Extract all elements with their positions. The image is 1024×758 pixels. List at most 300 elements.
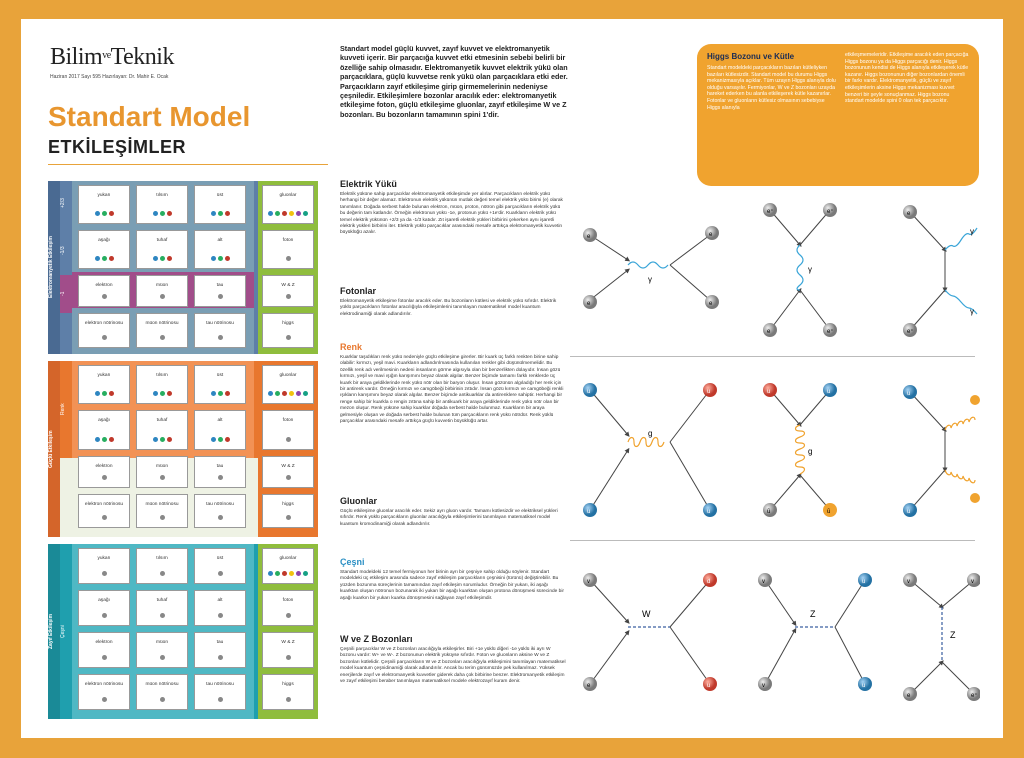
color-charge-dot — [102, 294, 107, 299]
color-charge-dot — [102, 655, 107, 660]
particle-label: v — [587, 579, 590, 585]
color-charge-dot — [109, 437, 114, 442]
color-charge-dot — [102, 475, 107, 480]
boson-name: W & Z — [281, 464, 295, 469]
particle-cell — [136, 632, 188, 668]
particle-name: elektron — [95, 640, 113, 645]
particle-cell — [78, 365, 130, 404]
fermion-line — [670, 265, 710, 300]
color-charge-dot — [218, 697, 223, 702]
charge-dots — [137, 655, 187, 662]
color-charge-dot — [153, 256, 158, 261]
color-charge-dot — [153, 437, 158, 442]
color-charge-dot — [268, 211, 273, 216]
particle-cell — [136, 548, 188, 584]
section-text: Elektrik yüküne sahip parçacıklar elektromanyetik etkileşimde yer alırlar. Parçacıkların elektrik yükü herhangi bir değer alamaz. Elektronun elektrik yükünün mutlak değeri temel elektrik yükü birimi (e) olarak tanımlanır. Doğada serbest halde bulunan elektron, müon, proton, nötron gibi parçacıkların elektrik yükü bu değerin tam katlarıdır. Örneğin elektronun yükü -1e, protonun yükü +1e'dir. Kuarkların elektrik yükü temel elektrik yükünün +2/3 ya da -1/3 katıdır. Zıt işaretli elektrik yükleri birbirini çekerken aynı işaretli elektrik yükleri birbirini iter. Elektrik yüklü parçacıklar arasındaki mesafe arttıkça elektromanyetik kuvvetin büyüklüğü azalır. — [340, 192, 563, 236]
charge-dots — [137, 294, 187, 301]
charge-dots — [195, 697, 245, 704]
color-charge-dot — [296, 391, 301, 396]
color-charge-dot — [160, 256, 165, 261]
color-charge-dot — [211, 391, 216, 396]
charge-dots — [137, 613, 187, 620]
band-label: Güçlü Etkileşim — [48, 361, 60, 537]
charge-dots — [79, 391, 129, 398]
particle-cell — [194, 494, 246, 528]
charge-dots — [79, 613, 129, 620]
particle-label: v — [762, 579, 765, 585]
color-charge-dot — [296, 211, 301, 216]
particle-label: u — [907, 509, 911, 515]
higgs-title: Higgs Bozonu ve Kütle — [707, 52, 795, 61]
color-charge-dot — [167, 391, 172, 396]
particle-name: tılsım — [156, 193, 168, 198]
particle-cell — [194, 674, 246, 710]
particle-name: alt — [217, 598, 223, 603]
gluon-line — [628, 438, 664, 447]
particle-cell — [78, 456, 130, 488]
charge-dots — [79, 211, 129, 218]
particle-name: alt — [217, 418, 223, 423]
color-charge-dot — [275, 211, 280, 216]
color-charge-dot — [225, 256, 230, 261]
color-charge-dot — [282, 571, 287, 576]
magazine-logo: Bilim$^{ve}$Teknik — [50, 44, 174, 70]
particle-cell — [78, 410, 130, 450]
particle-label: u — [907, 391, 911, 397]
particle-name: alt — [217, 238, 223, 243]
title-rule — [48, 164, 328, 165]
charge-dots — [137, 256, 187, 263]
particle-name: tuhaf — [156, 418, 168, 423]
color-charge-dot — [102, 391, 107, 396]
particle-name: tuhaf — [156, 598, 168, 603]
particle-name: yukarı — [97, 373, 111, 378]
boson-cell — [262, 548, 314, 584]
color-charge-dot — [286, 475, 291, 480]
particle-label: e — [709, 232, 713, 238]
z-label: Z — [950, 630, 956, 640]
color-charge-dot — [289, 211, 294, 216]
particle-name: tau — [216, 640, 224, 645]
particle-cell — [136, 456, 188, 488]
issue-info: Haziran 2017 Sayı 595 Hazırlayan: Dr. Mahir E. Ocak — [50, 74, 169, 80]
particle-cell — [194, 365, 246, 404]
section-text: Çeşnili parçacıklar W ve Z bozonları aracılığıyla etkileşirler. Biri +1e yüklü diğeri -1e yüklü iki ayrı W bozonu vardır: W+ ve W-. Z bozonunun elektrik yüküyse sıfırdır. Foton ve gluonların aksine W ve Z bozonları kütlelidir. Çeşnili parçacıkların W ve Z bozonları aracılığıyla etkileşimini tanımlayan matematiksel model kuantum çeşnidinamiği olarak adlandırılır. Ancak bu terim günümüzde pek kullanılmaz. Yüksek enerjilerde zayıf ve elektromanyetik kuvvetler giderek daha çok birbirine benzer. Elektromanyetik etkileşim ve zayıf etkileşimi beraber tanımlayan matematiksel modele elektrozayıf kuram denir. — [340, 647, 566, 685]
particle-cell — [78, 674, 130, 710]
particle-cell — [136, 590, 188, 626]
color-charge-dot — [289, 391, 294, 396]
section-text: Kuarklar taşıdıkları renk yükü nedeniyle güçlü etkileşime girerler. Bir kuark üç farklı renkten birine sahip olabilir: kırmızı, yeşil mavi. Kuarkların adlandırılmasında kullanılan renkler gibi düşünülmemelidir. Bu özellik renk adı verilmesinin nedeni insanların görme algısıyla olan bir benzerlikten dolayıdır. İnsan gözü kırmızı, yeşil ve mavi ışığın karışımını beyaz olarak algılar. Benzer biçimde tamamı farklı renklerde üç kuark bir araya geldiklerinde renk yükü nötr olan bir baryon oluşur. İnsan gözünün algıladığı her renk için bir antirenk vardır. Örneğin kırmızı ve camgöbeği birbirinin zıttıdır. İnsan gözü kırmızı ve camgöbeği renkli ışıkların karışımını beyaz olarak algılar. Benzer biçimde antikuarklar da antirenklere sahiptir. Herhangi bir renge sahip bir kuarkla o rengin zıttına sahip bir antikuark bir araya geldiklerinde renk yükü nötr olan bir mezon oluşur. Renk yüküne sahip kuarklar doğada serbest halde bulunmaz. Kuarkların bir araya gelmesiyle oluşan ve doğada serbest halde bulunan tüm parçacıkların renk yükü nötrdür. Renk yüklü parçacıklar arasındaki mesafe arttıkça güçlü kuvvetin büyüklüğü artar. — [340, 355, 564, 425]
charge-dots — [195, 335, 245, 342]
color-charge-dot — [303, 211, 308, 216]
color-charge-dot — [225, 211, 230, 216]
photon-label: γ — [970, 227, 974, 236]
boson-name: gluonlar — [279, 193, 297, 198]
particle-label: e — [587, 301, 591, 307]
gluon-label: g — [808, 447, 813, 456]
charge-dots — [195, 391, 245, 398]
particle-name: aşağı — [98, 418, 110, 423]
section-title: Fotonlar — [340, 286, 376, 296]
particle-cell — [194, 275, 246, 307]
color-charge-dot — [282, 391, 287, 396]
charge-dots — [137, 211, 187, 218]
particle-label: u — [767, 389, 771, 395]
color-charge-dot — [225, 437, 230, 442]
color-charge-dot — [286, 515, 291, 520]
color-charge-dot — [160, 613, 165, 618]
boson-name: foton — [282, 418, 294, 423]
particle-cell — [136, 674, 188, 710]
section-text: Elektromanyetik etkileşime fotonlar aracılık eder. Bu bozonların kütlesi ve elektrik yükü sıfırdır. Elektrik yüklü parçacıkların fotonlar aracılığıyla etkileşimlerini tanımlayan matematiksel model kuantum elektrodinamiği olarak adlandırılır. — [340, 299, 557, 317]
charge-dots — [79, 294, 129, 301]
photon-label: γ — [808, 265, 812, 274]
particle-name: tau — [216, 283, 224, 288]
charge-dots — [137, 475, 187, 482]
boson-dots — [263, 697, 313, 704]
color-charge-dot — [167, 211, 172, 216]
color-charge-dot — [218, 515, 223, 520]
boson-dots — [263, 211, 313, 218]
color-charge-dot — [218, 211, 223, 216]
color-charge-dot — [160, 335, 165, 340]
charge-dots — [195, 211, 245, 218]
boson-cell — [262, 410, 314, 450]
charge-dots — [79, 697, 129, 704]
particle-label: e — [709, 301, 713, 307]
charge-dots — [137, 571, 187, 578]
boson-name: higgs — [282, 502, 294, 507]
particle-cell — [194, 230, 246, 269]
charge-label: -1/3 — [60, 228, 72, 273]
color-charge-dot — [160, 391, 165, 396]
band-label: Zayıf Etkileşim — [48, 544, 60, 719]
particle-cell — [194, 410, 246, 450]
particle-name: yukarı — [97, 556, 111, 561]
color-charge-dot — [160, 515, 165, 520]
color-charge-dot — [282, 211, 287, 216]
color-charge-dot — [218, 335, 223, 340]
particle-name: aşağı — [98, 598, 110, 603]
color-charge-dot — [286, 256, 291, 261]
boson-dots — [263, 515, 313, 522]
particle-label: u — [827, 389, 831, 395]
boson-dots — [263, 613, 313, 620]
color-charge-dot — [218, 475, 223, 480]
particle-label: e⁺ — [827, 329, 834, 335]
color-charge-dot — [286, 613, 291, 618]
flavor-label: Çeşni — [60, 544, 72, 719]
particle-name: müon nötrinosu — [145, 502, 179, 507]
boson-cell — [262, 456, 314, 488]
color-charge-dot — [160, 697, 165, 702]
charge-dots — [137, 335, 187, 342]
color-charge-dot — [286, 294, 291, 299]
boson-cell — [262, 632, 314, 668]
particle-name: müon — [156, 283, 168, 288]
particle-cell — [194, 632, 246, 668]
section-fotonlar — [340, 286, 566, 318]
particle-cell — [78, 185, 130, 224]
particle-name: tau nötrinosu — [206, 682, 234, 687]
w-label: W — [642, 609, 651, 619]
particle-label: e⁺ — [971, 693, 978, 699]
boson-dots — [263, 294, 313, 301]
charge-dots — [137, 697, 187, 704]
color-charge-dot — [218, 437, 223, 442]
boson-dots — [263, 475, 313, 482]
boson-name: gluonlar — [279, 556, 297, 561]
color-charge-dot — [296, 571, 301, 576]
particle-label: e⁺ — [827, 209, 834, 215]
fermion-line — [670, 235, 710, 265]
particle-cell — [136, 185, 188, 224]
color-charge-dot — [218, 391, 223, 396]
color-charge-dot — [102, 437, 107, 442]
color-charge-dot — [102, 515, 107, 520]
boson-name: W & Z — [281, 283, 295, 288]
particle-label: v — [971, 579, 974, 585]
section-text: Güçlü etkileşime gluonlar aracılık eder. Sekiz ayrı gluon vardır. Tamamı kütlesizdir ve elektriksel yükleri sıfırdır. Renk yüklü parçacıkların gluonlar aracılığıyla etkileşimlerini tanımlayan matematiksel model kuantum kromodinamiği olarak adlandırılır. — [340, 509, 558, 527]
color-charge-dot — [218, 256, 223, 261]
boson-cell — [262, 590, 314, 626]
color-charge-dot — [109, 256, 114, 261]
boson-cell — [262, 185, 314, 224]
color-charge-dot — [95, 391, 100, 396]
charge-dots — [79, 515, 129, 522]
particle-cell — [78, 230, 130, 269]
boson-cell — [262, 275, 314, 307]
section-renk — [340, 342, 566, 425]
section-elektrik-yuku — [340, 179, 566, 237]
color-charge-dot — [102, 335, 107, 340]
particle-label: u — [707, 509, 711, 515]
em-diagrams — [570, 190, 980, 350]
particle-label: e — [767, 329, 771, 335]
charge-dots — [137, 437, 187, 444]
particle-name: üst — [216, 556, 224, 561]
boson-dots — [263, 256, 313, 263]
weak-diagrams — [570, 562, 980, 712]
section-w-z-bozonlari — [340, 634, 566, 685]
boson-cell — [262, 494, 314, 528]
boson-dots — [263, 437, 313, 444]
color-label: Renk — [60, 361, 72, 458]
particle-label: ū — [827, 509, 831, 515]
particle-name: tılsım — [156, 556, 168, 561]
particle-cell — [136, 410, 188, 450]
particle-label: u — [707, 389, 711, 395]
particle-name: müon — [156, 640, 168, 645]
particle-cell — [194, 548, 246, 584]
color-charge-dot — [102, 613, 107, 618]
charge-dots — [79, 655, 129, 662]
diagram-separator — [570, 356, 975, 357]
particle-cell — [78, 632, 130, 668]
particle-name: elektron nötrinosu — [84, 682, 124, 687]
color-charge-dot — [286, 437, 291, 442]
page-title: Standart Model — [48, 101, 251, 132]
particle-cell — [136, 230, 188, 269]
particle-cell — [136, 313, 188, 348]
particle-name: müon nötrinosu — [145, 321, 179, 326]
particle-name: elektron — [95, 283, 113, 288]
particle-cell — [78, 590, 130, 626]
charge-dots — [195, 571, 245, 578]
boson-cell — [262, 365, 314, 404]
charge-dots — [195, 655, 245, 662]
page-subtitle: ETKİLEŞİMLER — [48, 137, 187, 157]
section-title: Elektrik Yükü — [340, 179, 397, 189]
boson-name: higgs — [282, 682, 294, 687]
photon-label: γ — [648, 275, 652, 284]
particle-cell — [136, 275, 188, 307]
charge-dots — [195, 294, 245, 301]
color-charge-dot — [286, 655, 291, 660]
particle-cell — [136, 494, 188, 528]
charge-dots — [137, 515, 187, 522]
higgs-col2: etkileşmemeleridir. Etkileşime aracılık eden parçacığa Higgs bozonu ya da Higgs parçacığı denir. Higgs bozonunun kendisi de Higgs alanıyla etkileşerek kütle kazanır. Higgs bozonunun diğer bozonlardan önemli bir farkı vardır. Elektromanyetik, güçlü ve zayıf etkileşimlerin aksine Higgs mekanizması kuvvet benzeri bir şeyle sonuçlanmaz. Higgs bozonu standart modelde spini 0 olan tek parçacıktır. — [845, 52, 969, 105]
boson-name: W & Z — [281, 640, 295, 645]
particle-label: d — [707, 579, 711, 585]
particle-name: elektron nötrinosu — [84, 321, 124, 326]
color-charge-dot — [289, 571, 294, 576]
particle-label: e — [587, 234, 591, 240]
section-title: W ve Z Bozonları — [340, 634, 413, 644]
photon-label: γ — [970, 307, 974, 316]
charge-dots — [195, 475, 245, 482]
particle-name: aşağı — [98, 238, 110, 243]
particle-name: elektron nötrinosu — [84, 502, 124, 507]
color-charge-dot — [268, 571, 273, 576]
particle-label: e — [907, 211, 911, 217]
color-charge-dot — [275, 571, 280, 576]
particle-name: müon nötrinosu — [145, 682, 179, 687]
charge-dots — [79, 256, 129, 263]
boson-name: foton — [282, 238, 294, 243]
color-charge-dot — [218, 613, 223, 618]
boson-name: higgs — [282, 321, 294, 326]
particle-name: yukarı — [97, 193, 111, 198]
color-charge-dot — [95, 437, 100, 442]
charge-label: -1 — [60, 275, 72, 313]
particle-label: e — [587, 683, 591, 689]
charge-dots — [79, 571, 129, 578]
particle-cell — [194, 313, 246, 348]
color-charge-dot — [218, 571, 223, 576]
charge-dots — [79, 475, 129, 482]
boson-name: gluonlar — [279, 373, 297, 378]
section-title: Renk — [340, 342, 363, 352]
charge-dots — [79, 335, 129, 342]
photon-line — [797, 245, 803, 290]
color-charge-dot — [268, 391, 273, 396]
color-charge-dot — [303, 391, 308, 396]
particle-name: üst — [216, 373, 224, 378]
charge-dots — [195, 613, 245, 620]
color-charge-dot — [109, 391, 114, 396]
color-charge-dot — [225, 391, 230, 396]
charge-dots — [195, 515, 245, 522]
color-charge-dot — [95, 211, 100, 216]
particle-cell — [78, 548, 130, 584]
particle-name: tuhaf — [156, 238, 168, 243]
color-charge-dot — [102, 571, 107, 576]
section-text: Standart modeldeki 12 temel fermiyonun her birinin ayrı bir çeşniye sahip olduğu söylenir. Standart modeldeki üç etkileşim arasında sadece zayıf etkileşim parçacıkların çeşnisini (türünü) değiştirebilir. Bu yüzden bozunma süreçlerinin tamamından zayıf etkileşim sorumludur. Örneğin bir yukarı, iki aşağı kuarktan oluşan nötronun bozunarak iki yukarı bir aşağı kuarktan oluşan protona dönüşmesi sürecinde bir aşağı kuarkın bir yukarı kuarka dönüşmesini sağlayan zayıf etkileşimdir. — [340, 570, 564, 601]
particle-cell — [194, 185, 246, 224]
color-charge-dot — [102, 211, 107, 216]
particle-label: v — [762, 683, 765, 689]
color-charge-dot — [286, 335, 291, 340]
particle-name: üst — [216, 193, 224, 198]
particle-label: u — [707, 683, 711, 689]
charge-dots — [79, 437, 129, 444]
color-charge-dot — [211, 256, 216, 261]
color-charge-dot — [160, 437, 165, 442]
boson-dots — [263, 391, 313, 398]
charge-label: +2/3 — [60, 181, 72, 226]
color-charge-dot — [211, 211, 216, 216]
color-charge-dot — [160, 571, 165, 576]
color-charge-dot — [153, 391, 158, 396]
color-charge-dot — [286, 697, 291, 702]
color-charge-dot — [167, 437, 172, 442]
particle-name: tau nötrinosu — [206, 321, 234, 326]
photon-line — [628, 262, 668, 268]
particle-name: elektron — [95, 464, 113, 469]
particle-cell — [78, 494, 130, 528]
particle-label: u — [587, 509, 591, 515]
color-charge-dot — [153, 211, 158, 216]
color-charge-dot — [95, 256, 100, 261]
particle-cell — [78, 275, 130, 307]
intro-paragraph: Standart model güçlü kuvvet, zayıf kuvvet ve elektromanyetik kuvveti içerir. Bir parçacığa kuvvet etki etmesinin sebebi belirli bir özelliğe sahip olmasıdır. Elektromanyetik kuvvet elektrik yükü olan parçacıklara, güçlü kuvvetse renk yükü olan parçacıklara etki eder. Parçacıkların zayıf etkileşime girip girmemelerinin nedeniyse çeşniledir. Etkileşimlere bozonlar aracılık eder: elektromanyetik etkileşime foton, güçlü etkileşime gluonlar, zayıf etkileşime W ve Z bozonları. Bu bozonların tamamının spini 1'dir. — [340, 44, 568, 119]
particle-name: müon — [156, 464, 168, 469]
particle-cell — [194, 590, 246, 626]
particle-label: e⁺ — [907, 329, 914, 335]
color-charge-dot — [160, 475, 165, 480]
particle-name: tılsım — [156, 373, 168, 378]
color-charge-dot — [211, 437, 216, 442]
particle-label: ū — [767, 509, 771, 515]
color-charge-dot — [218, 294, 223, 299]
charge-dots — [137, 391, 187, 398]
particle-name: tau — [216, 464, 224, 469]
charge-dots — [195, 437, 245, 444]
particle-cell — [78, 313, 130, 348]
color-charge-dot — [160, 294, 165, 299]
boson-cell — [262, 313, 314, 348]
particle-label: u — [862, 579, 866, 585]
section-cesni — [340, 557, 566, 602]
z-label: Z — [810, 609, 816, 619]
particle-cell — [136, 365, 188, 404]
boson-dots — [263, 655, 313, 662]
charge-dots — [195, 256, 245, 263]
particle-name: tau nötrinosu — [206, 502, 234, 507]
particle-cell — [194, 456, 246, 488]
color-charge-dot — [160, 655, 165, 660]
section-gluonlar — [340, 496, 566, 528]
color-charge-dot — [218, 655, 223, 660]
boson-cell — [262, 230, 314, 269]
section-title: Çeşni — [340, 557, 365, 567]
band-label: Elektromanyetik Etkileşim — [48, 181, 60, 354]
particle-label: e — [907, 693, 911, 699]
color-charge-dot — [102, 697, 107, 702]
particle-label: u — [587, 389, 591, 395]
section-title: Gluonlar — [340, 496, 378, 506]
